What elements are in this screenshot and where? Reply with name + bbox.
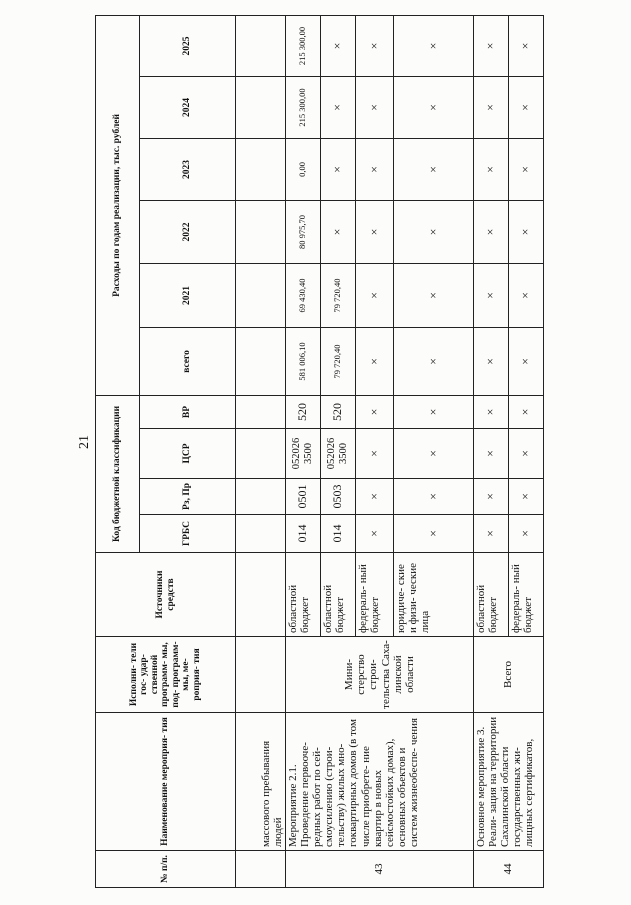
header-2021: 2021 [140, 263, 236, 327]
header-2022: 2022 [140, 200, 236, 263]
header-total: всего [140, 327, 236, 395]
header-csr: ЦСР [140, 429, 236, 479]
csr: × [394, 429, 474, 479]
header-sources: Источники средств [96, 553, 236, 637]
grbs: 014 [321, 515, 356, 553]
total: 581 006,10 [286, 327, 321, 395]
y2021: 69 430,40 [286, 263, 321, 327]
header-grbs: ГРБС [140, 515, 236, 553]
csr: 052026 3500 [286, 429, 321, 479]
row-number: 43 [286, 851, 474, 888]
y2025: × [356, 15, 394, 76]
y2023: × [356, 138, 394, 200]
header-num: № п/п. [96, 851, 236, 888]
header-name: Наименование мероприя- тия [96, 713, 236, 851]
y2025: × [509, 15, 544, 76]
rz: × [356, 479, 394, 515]
y2021: × [394, 263, 474, 327]
vr: × [509, 395, 544, 428]
y2022: × [474, 200, 509, 263]
rz: × [509, 479, 544, 515]
source: областной бюджет [474, 553, 509, 637]
y2024: × [509, 76, 544, 138]
rz: × [474, 479, 509, 515]
vr: × [356, 395, 394, 428]
budget-table-page [95, 16, 543, 888]
y2023: × [321, 138, 356, 200]
y2022: × [509, 200, 544, 263]
source: областной бюджет [286, 553, 321, 637]
activity-name: Мероприятие 2.1. Проведение первооче- редных работ по сей- смоусилению (строи- тельству) жилых мно- гоквартирных домов (в том числе приобрете- ние квартир в новых сейсмостойких домах), основных объектов и систем жизнеобеспе- чения [286, 713, 474, 851]
table-row [236, 15, 286, 887]
y2022: × [321, 200, 356, 263]
total: × [356, 327, 394, 395]
header-2025: 2025 [140, 15, 236, 76]
continued-name: массового пребывания людей [236, 713, 286, 851]
y2021: × [474, 263, 509, 327]
table-row [474, 15, 509, 887]
activity-name: Основное мероприятие 3. Реали- зация на территории Сахалинской области государственных жи- лищных сертификатов, [474, 713, 544, 851]
total: × [394, 327, 474, 395]
row-number: 44 [474, 851, 544, 888]
rz: 0501 [286, 479, 321, 515]
y2022: × [356, 200, 394, 263]
y2022: × [394, 200, 474, 263]
grbs: × [509, 515, 544, 553]
y2021: × [356, 263, 394, 327]
source: юридиче- ские и физи- ческие лица [394, 553, 474, 637]
y2023: × [394, 138, 474, 200]
y2025: × [474, 15, 509, 76]
grbs: 014 [286, 515, 321, 553]
y2023: × [509, 138, 544, 200]
y2024: × [321, 76, 356, 138]
header-budget-code: Код бюджетной классификации [96, 395, 140, 552]
source: областной бюджет [321, 553, 356, 637]
total: × [474, 327, 509, 395]
grbs: × [394, 515, 474, 553]
source: федераль- ный бюджет [509, 553, 544, 637]
source: федераль- ный бюджет [356, 553, 394, 637]
y2021: × [509, 263, 544, 327]
header-2024: 2024 [140, 76, 236, 138]
table-row [286, 15, 321, 887]
y2025: × [394, 15, 474, 76]
total: × [509, 327, 544, 395]
csr: × [356, 429, 394, 479]
header-rz: Рз, Пр [140, 479, 236, 515]
csr: 052026 3500 [321, 429, 356, 479]
executor: Мини- стерство строи- тельства Саха- линской области [286, 637, 474, 713]
y2024: × [474, 76, 509, 138]
rz: × [394, 479, 474, 515]
y2023: 0,00 [286, 138, 321, 200]
header-vr: ВР [140, 395, 236, 428]
y2022: 80 975,70 [286, 200, 321, 263]
vr: × [474, 395, 509, 428]
header-executor: Исполни- тели гос- удар- ственной программ- мы, под- программ- мы, ме- роприя- тия [96, 637, 236, 713]
y2021: 79 720,40 [321, 263, 356, 327]
y2025: × [321, 15, 356, 76]
grbs: × [474, 515, 509, 553]
csr: × [474, 429, 509, 479]
grbs: × [356, 515, 394, 553]
y2024: 215 300,00 [286, 76, 321, 138]
vr: 520 [286, 395, 321, 428]
csr: × [509, 429, 544, 479]
header-2023: 2023 [140, 138, 236, 200]
y2024: × [356, 76, 394, 138]
vr: × [394, 395, 474, 428]
y2025: 215 300,00 [286, 15, 321, 76]
page-number: 21 [77, 435, 92, 449]
vr: 520 [321, 395, 356, 428]
rz: 0503 [321, 479, 356, 515]
y2023: × [474, 138, 509, 200]
executor: Всего [474, 637, 544, 713]
y2024: × [394, 76, 474, 138]
header-expenses: Расходы по годам реализации, тыс. рублей [96, 15, 140, 395]
budget-table [95, 15, 544, 888]
total: 79 720,40 [321, 327, 356, 395]
